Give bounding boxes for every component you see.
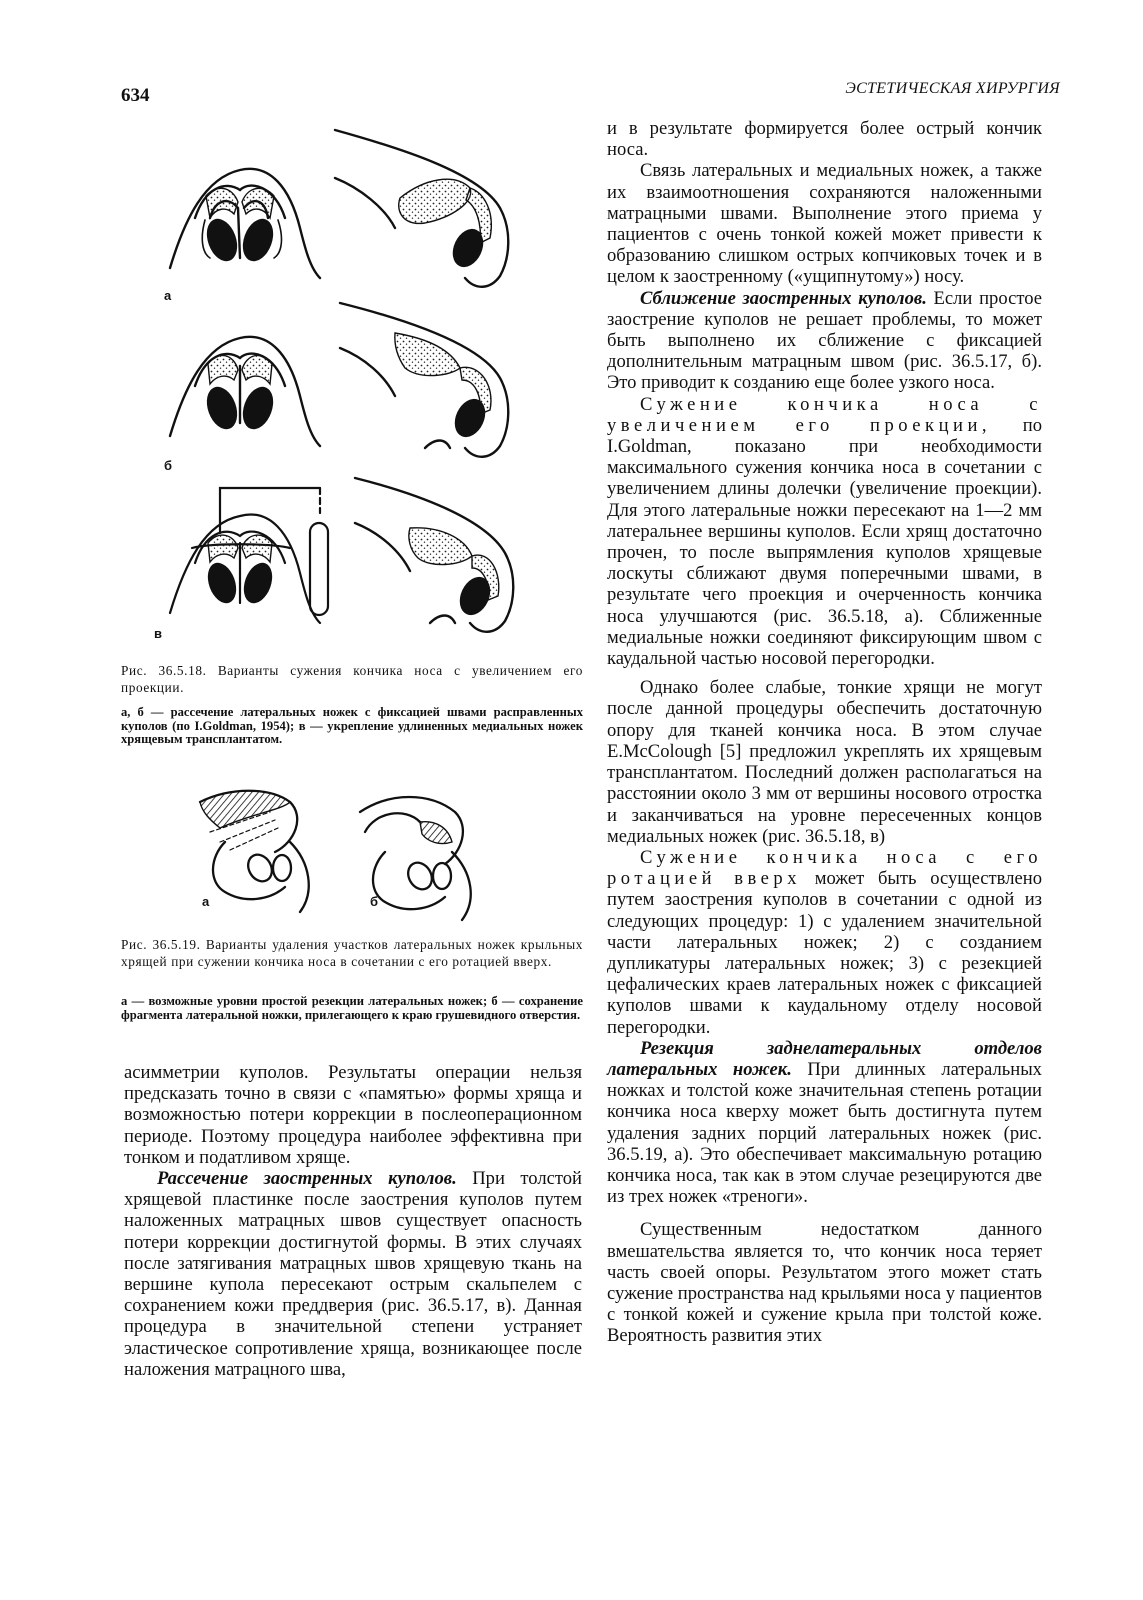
running-title: ЭСТЕТИЧЕСКАЯ ХИРУРГИЯ (845, 80, 1060, 97)
paragraph-text: Если простое заострение куполов не решает проблемы, то может быть выполнено их сближение с фиксацией дополнительным матрацным швом (рис. 36.5.17, б). Это приводит к созданию еще более узкого носа. (607, 287, 1042, 394)
spaced-subheading: Сужение кончика носа с увеличением его проекции, (607, 393, 1042, 436)
paragraph (607, 1038, 1042, 1208)
figure-19-label-a: а (202, 894, 210, 909)
paragraph (124, 1168, 582, 1380)
figure-19-label-b: б (370, 894, 379, 909)
paragraph-text: по I.Goldman, показано при необходимости максимального сужения кончика носа в сочетании с увеличением длины долечки (увеличение проекции). Для этого латеральные ножки пересекают на 1—2 мм латеральнее вершины куполов. Если хрящ достаточно прочен, то после выпрямления куполов хрящевые лоскуты сближают двумя поперечными швами, в результате чего проекция и очерченность кончика носа улучшаются (рис. 36.5.18, а). Сближенные медиальные ножки соединяют фиксирующим швом с каудальной частью носовой перегородки. (607, 414, 1042, 670)
paragraph (607, 847, 1042, 1038)
left-column (124, 1062, 582, 1380)
paragraph: Связь латеральных и медиальных ножек, а также их взаимоотношения сохраняются наложенными матрацными швами. Выполнение этого приема у пациентов с очень тонкой кожей может привести к образованию слишком острых копчиковых точек и в целом к заостренному («ущипнутому») носу. (607, 160, 1042, 288)
subheading: Рассечение заостренных куполов. (157, 1168, 457, 1190)
paragraph: Однако более слабые, тонкие хрящи не могут после данной процедуры обеспечить достаточную опору для тканей кончика носа. В этом случае E.McColough [5] предложил укреплять их хрящевым трансплантатом. Последний должен располагаться на расстоянии около 3 мм от вершины носового отростка и заканчиваться на уровне пересеченных концов медиальных ножек (рис. 36.5.18, в) (607, 677, 1042, 847)
subheading: Сближение заостренных куполов. (640, 287, 927, 309)
figure-19-caption: Рис. 36.5.19. Варианты удаления участков латеральных ножек крыльных хрящей при сужении кончика носа в сочетании с его ротацией вверх. (121, 937, 583, 969)
right-column (607, 118, 1042, 1347)
paragraph (607, 394, 1042, 670)
figure-18-legend: а, б — рассечение латеральных ножек с фиксацией швами расправленных куполов (по I.Goldman, 1954); в — укрепление удлиненных медиальных ножек хрящевым трансплантатом. (121, 705, 583, 746)
figure-36-5-19 (190, 772, 510, 924)
paragraph: Существенным недостатком данного вмешательства является то, что кончик носа теряет часть своей опоры. Результатом этого может стать сужение пространства над крыльями носа у пациентов с тонкой кожей и сужение крыла при толстой коже. Вероятность развития этих (607, 1219, 1042, 1347)
figure-18-caption: Рис. 36.5.18. Варианты сужения кончика носа с увеличением его проекции. (121, 663, 583, 695)
lateral-crus-resection-diagrams (190, 772, 510, 924)
paragraph (607, 288, 1042, 394)
paragraph: асимметрии куполов. Результаты операции нельзя предсказать точно в связи с «памятью» формы хряща и возможностью потери коррекции в послеоперационном периоде. Поэтому процедура наиболее эффективна при тонком и податливом хряще. (124, 1062, 582, 1168)
paragraph-text: При толстой хрящевой пластинке после заострения куполов путем наложенных матрацных швов существует опасность потери коррекции достигнутой формы. В этих случаях после затягивания матрацных швов хрящевую ткань на вершине купола пересекают острым скальпелем с сохранением кожи преддверия (рис. 36.5.17, в). Данная процедура в значительной степени устраняет эластическое сопротивление хряща, возникающее после наложения матрацного шва, (124, 1168, 582, 1380)
figure-19-legend: а — возможные уровни простой резекции латеральных ножек; б — сохранение фрагмента латеральной ножки, прилегающего к краю грушевидного отверстия. (121, 994, 583, 1022)
figure-36-5-18 (150, 118, 590, 646)
figure-label-b: б (164, 458, 173, 473)
paragraph-text: При длинных латеральных ножках и толстой коже значительная степень ротации кончика носа кверху может быть достигнута путем удаления задних порций латеральных ножек (рис. 36.5.19, а). Это обеспечивает максимальную ротацию кончика носа, так как в этом случае резецируются две из трех ножек «треноги». (607, 1058, 1042, 1208)
nose-tip-diagrams (150, 118, 590, 646)
paragraph-text: может быть осуществлено путем заострения куполов в сочетании с одной из следующих процедур: 1) с удалением значительной части латеральных ножек; 2) с созданием дупликатуры латеральных ножек; 3) с резекцией цефалических краев латеральных ножек с фиксацией куполов швами к каудальному отделу носовой перегородки. (607, 868, 1042, 1038)
figure-label-a: а (164, 288, 172, 303)
page-number: 634 (121, 85, 150, 106)
spaced-subheading: Сужение кончика носа с его ротацией вверх (607, 846, 1042, 890)
figure-label-v: в (154, 626, 162, 641)
subheading: Резекция заднелатеральных отделов латеральных ножек. (607, 1037, 1042, 1080)
paragraph: и в результате формируется более острый кончик носа. (607, 118, 1042, 161)
